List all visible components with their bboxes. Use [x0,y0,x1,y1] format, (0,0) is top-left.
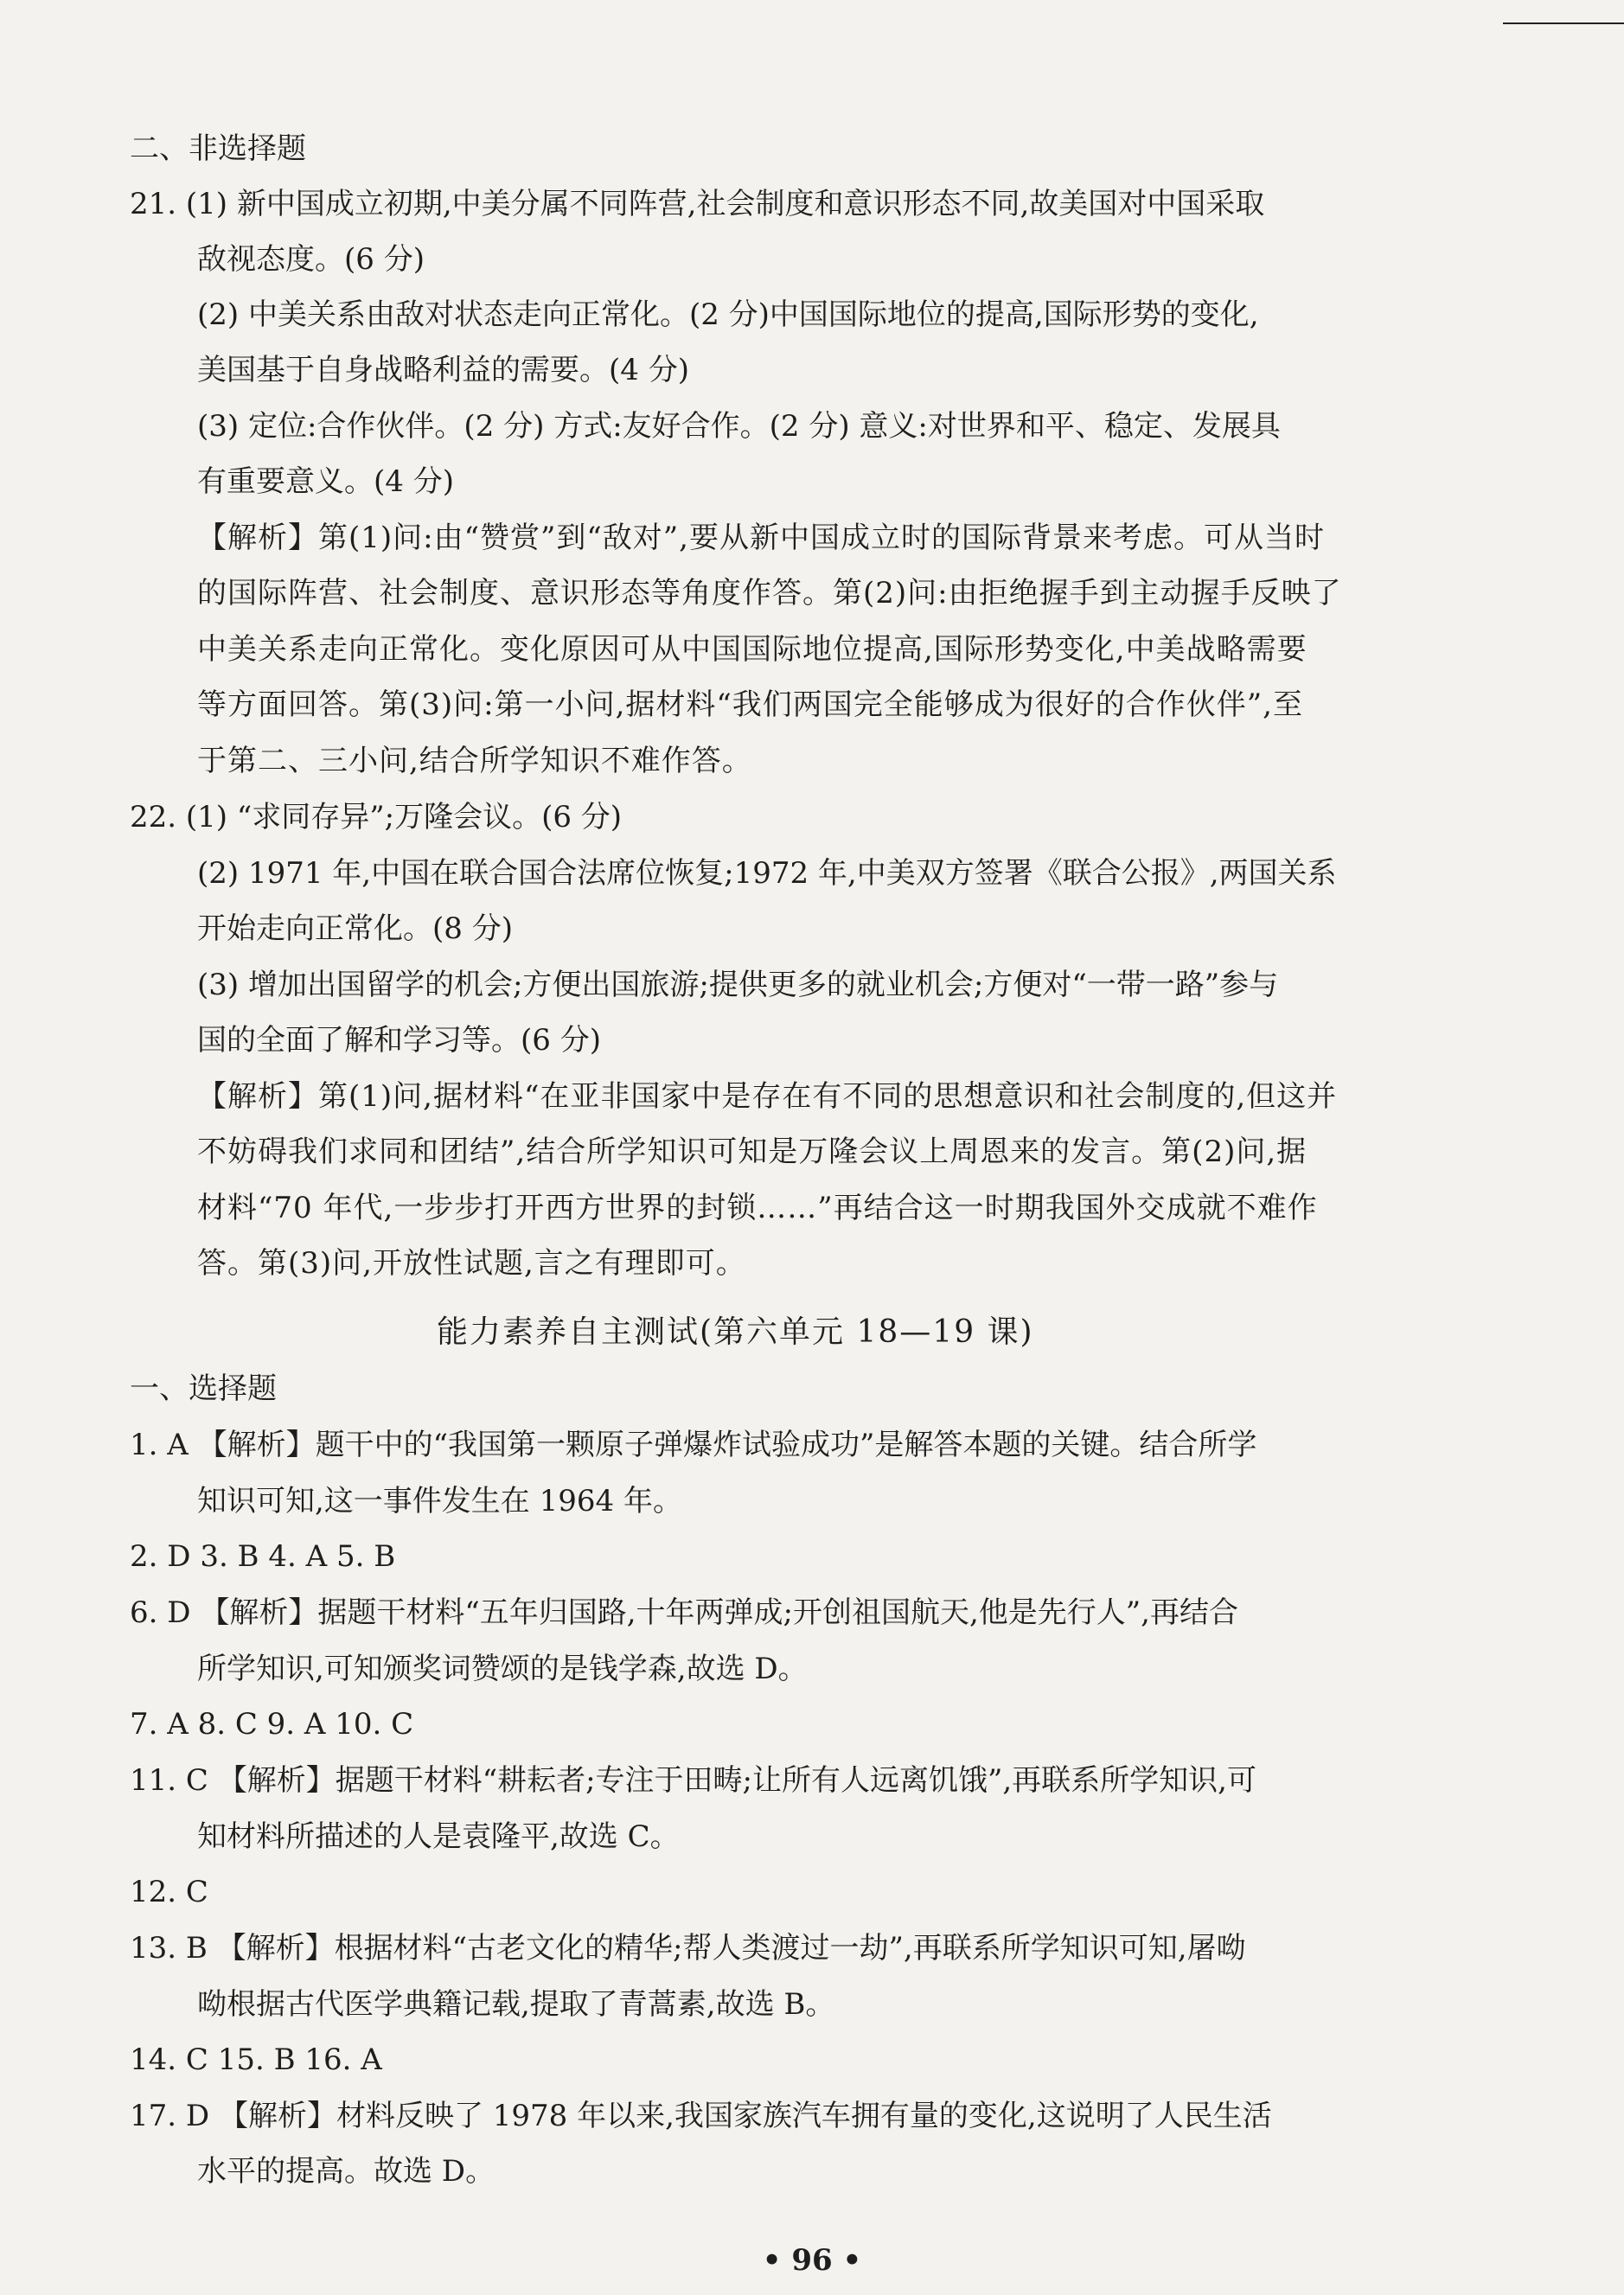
q21-part3-line2: 有重要意义。(4 分) [197,464,454,499]
section-heading-choice: 一、选择题 [130,1371,277,1406]
q21-part2-line1: (2) 中美关系由敌对状态走向正常化。(2 分)中国国际地位的提高,国际形势的变化, [197,297,1259,332]
q21-part2-line2: 美国基于自身战略利益的需要。(4 分) [197,353,689,387]
q22-analysis-line2: 不妨碍我们求同和团结”,结合所学知识可知是万隆会议上周恩来的发言。第(2)问,据 [197,1135,1308,1169]
answers-14-16: 14. C 15. B 16. A [130,2042,382,2077]
section-heading-nonchoice: 二、非选择题 [130,131,306,166]
q21-analysis-line5: 于第二、三小问,结合所学知识不难作答。 [197,744,752,778]
q22-analysis-line3: 材料“70 年代,一步步打开西方世界的封锁……”再结合这一时期我国外交成就不难作 [197,1191,1318,1225]
q22-part2-line1: (2) 1971 年,中国在联合国合法席位恢复;1972 年,中美双方签署《联合公报》,两国关系 [197,856,1337,891]
q21-analysis-line1: 【解析】第(1)问:由“赞赏”到“敌对”,要从新中国成立时的国际背景来考虑。可从当时 [197,521,1325,555]
q22-part2-line2: 开始走向正常化。(8 分) [197,911,513,946]
q21-part1-line1: 21. (1) 新中国成立初期,中美分属不同阵营,社会制度和意识形态不同,故美国对中国采取 [130,187,1265,221]
answer-1-line2: 知识可知,这一事件发生在 1964 年。 [197,1484,682,1518]
q21-analysis-line3: 中美关系走向正常化。变化原因可从中国国际地位提高,国际形势变化,中美战略需要 [197,632,1308,667]
q22-analysis-line1: 【解析】第(1)问,据材料“在亚非国家中是存在有不同的思想意识和社会制度的,但这并 [197,1079,1338,1114]
test-title: 能力素养自主测试(第六单元 18—19 课) [437,1314,1034,1350]
q21-analysis-line2: 的国际阵营、社会制度、意识形态等角度作答。第(2)问:由拒绝握手到主动握手反映了 [197,576,1342,611]
answer-13-line2: 呦根据古代医学典籍记载,提取了青蒿素,故选 B。 [197,1987,835,2022]
answers-2-5: 2. D 3. B 4. A 5. B [130,1539,396,1574]
answer-6-line2: 所学知识,可知颁奖词赞颂的是钱学森,故选 D。 [197,1652,808,1686]
top-rule [1503,22,1624,24]
q21-part3-line1: (3) 定位:合作伙伴。(2 分) 方式:友好合作。(2 分) 意义:对世界和平、稳定、发展具 [197,409,1281,444]
answer-11-line1: 11. C 【解析】据题干材料“耕耘者;专注于田畴;让所有人远离饥饿”,再联系所学知识,可 [130,1763,1256,1798]
q22-part1-line1: 22. (1) “求同存异”;万隆会议。(6 分) [130,800,623,834]
q22-part3-line1: (3) 增加出国留学的机会;方便出国旅游;提供更多的就业机会;方便对“一带一路”参与 [197,968,1279,1002]
answer-12: 12. C [130,1875,208,1909]
answer-17-line2: 水平的提高。故选 D。 [197,2154,496,2189]
q22-analysis-line4: 答。第(3)问,开放性试题,言之有理即可。 [197,1246,746,1281]
q21-part1-line2: 敌视态度。(6 分) [197,242,425,277]
answer-13-line1: 13. B 【解析】根据材料“古老文化的精华;帮人类渡过一劫”,再联系所学知识可知,屠呦 [130,1931,1246,1966]
q21-analysis-line4: 等方面回答。第(3)问:第一小问,据材料“我们两国完全能够成为很好的合作伙伴”,至 [197,687,1303,722]
answer-17-line1: 17. D 【解析】材料反映了 1978 年以来,我国家族汽车拥有量的变化,这说明了人民生活 [130,2099,1272,2133]
answers-7-10: 7. A 8. C 9. A 10. C [130,1707,414,1742]
page-number: • 96 • [762,2243,862,2278]
q22-part3-line2: 国的全面了解和学习等。(6 分) [197,1023,601,1058]
answer-11-line2: 知材料所描述的人是袁隆平,故选 C。 [197,1819,680,1854]
answer-1-line1: 1. A 【解析】题干中的“我国第一颗原子弹爆炸试验成功”是解答本题的关键。结合所学 [130,1428,1257,1462]
answer-6-line1: 6. D 【解析】据题干材料“五年归国路,十年两弹成;开创祖国航天,他是先行人”,再结合 [130,1595,1238,1630]
